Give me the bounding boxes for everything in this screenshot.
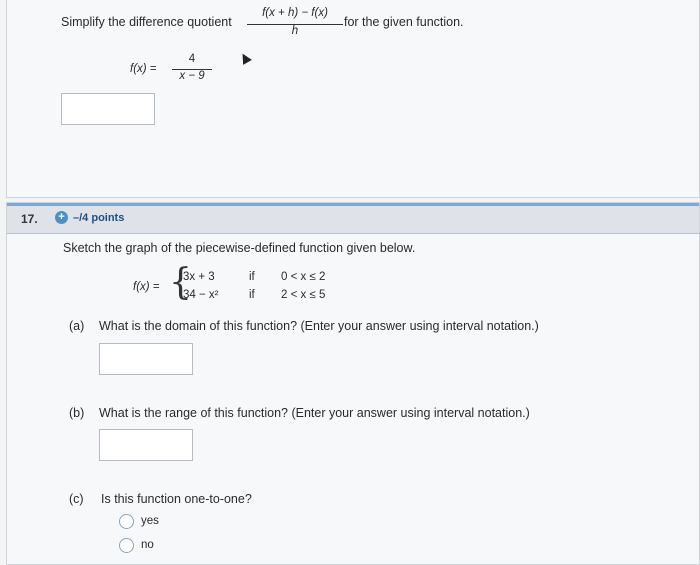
piece1-if: if [249,271,255,283]
dq-numerator: f(x + h) − f(x) [262,7,328,19]
q16-func-fraction [170,53,214,82]
q16-func-denominator: x − 9 [179,70,205,82]
expand-plus-icon[interactable]: + [55,211,68,224]
part-a-label: (a) [69,319,85,333]
dq-denominator: h [291,25,299,37]
q17-prompt: Sketch the graph of the piecewise-defined function given below. [63,241,416,255]
piece1-expression: 3x + 3 [183,271,215,283]
part-b-label: (b) [69,406,85,420]
option-no-label[interactable]: no [141,539,154,551]
q16-prompt-prefix: Simplify the difference quotient [61,15,232,29]
radio-yes[interactable] [119,514,134,529]
q16-func-lhs: f(x) = [130,63,157,75]
piece1-condition: 0 < x ≤ 2 [281,271,326,283]
question-number: 17. [21,212,38,226]
q17-func-lhs: f(x) = [133,281,160,293]
difference-quotient [243,7,347,37]
question-17-panel [6,202,700,565]
option-yes-label[interactable]: yes [141,515,159,527]
domain-answer-input[interactable] [99,343,193,375]
part-b-text: What is the range of this function? (Enter your answer using interval notation.) [99,406,530,420]
piece2-expression: 34 − x² [183,289,219,301]
points-label: –/4 points [73,212,125,224]
question-17-header [7,203,699,234]
piece2-condition: 2 < x ≤ 5 [281,289,326,301]
q16-func-numerator: 4 [188,53,196,65]
header-accent-strip [7,203,699,206]
q16-prompt-suffix: for the given function. [344,15,464,29]
piece2-if: if [249,289,255,301]
piecewise-brace-icon: { [169,262,192,303]
range-answer-input[interactable] [99,429,193,461]
part-c-label: (c) [69,492,84,506]
part-a-text: What is the domain of this function? (Enter your answer using interval notation.) [99,319,539,333]
part-c-text: Is this function one-to-one? [101,492,252,506]
radio-no[interactable] [119,538,134,553]
q16-answer-input[interactable] [61,93,155,125]
mouse-cursor-icon [238,51,252,65]
question-16-panel [6,0,700,198]
